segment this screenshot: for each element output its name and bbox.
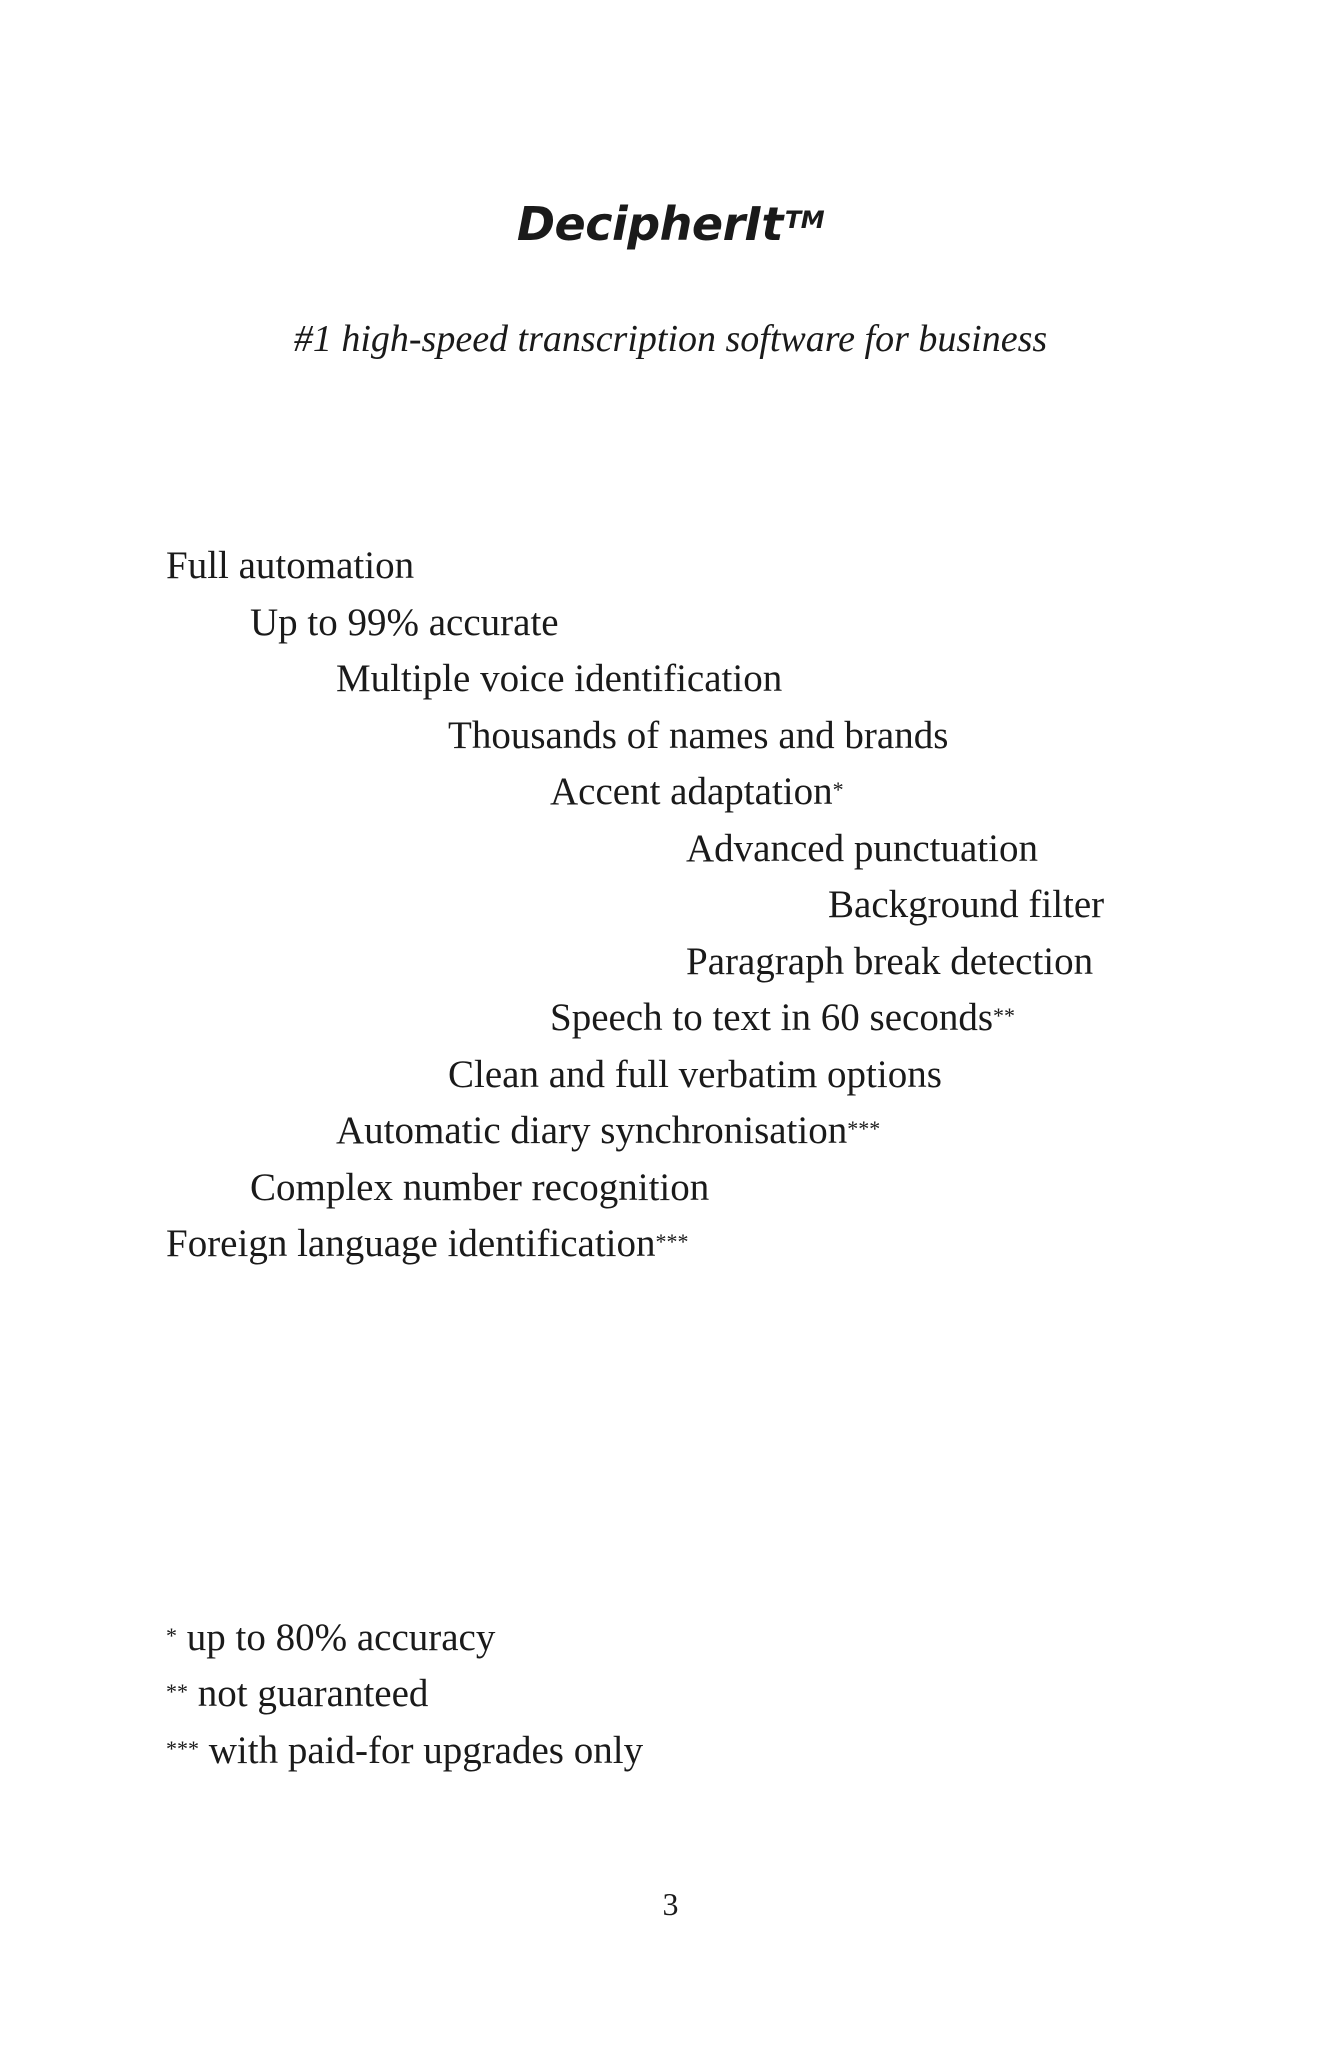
feature-line: Up to 99% accurate — [250, 601, 559, 644]
feature-line: Full automation — [166, 544, 415, 587]
product-title — [0, 196, 1341, 252]
page-number: 3 — [662, 1886, 679, 1922]
product-tagline: #1 high-speed transcription software for business — [293, 318, 1048, 360]
feature-line: Speech to text in 60 seconds** — [550, 996, 1015, 1039]
footnote-line: * up to 80% accuracy — [166, 1616, 496, 1659]
feature-line: Foreign language identification*** — [166, 1222, 689, 1265]
footnote-line: *** with paid-for upgrades only — [166, 1729, 644, 1772]
product-name: DecipherIt — [516, 197, 783, 251]
feature-line: Automatic diary synchronisation*** — [336, 1109, 881, 1152]
footnote-line: ** not guaranteed — [166, 1672, 429, 1715]
feature-line: Background filter — [828, 883, 1105, 926]
feature-line: Accent adaptation* — [550, 770, 844, 813]
feature-line: Advanced punctuation — [686, 827, 1038, 870]
feature-line: Complex number recognition — [250, 1166, 710, 1209]
feature-line: Multiple voice identification — [336, 657, 783, 700]
feature-line: Thousands of names and brands — [448, 714, 949, 757]
feature-line: Paragraph break detection — [686, 940, 1094, 983]
trademark-mark: TM — [784, 206, 825, 234]
feature-line: Clean and full verbatim options — [448, 1053, 942, 1096]
